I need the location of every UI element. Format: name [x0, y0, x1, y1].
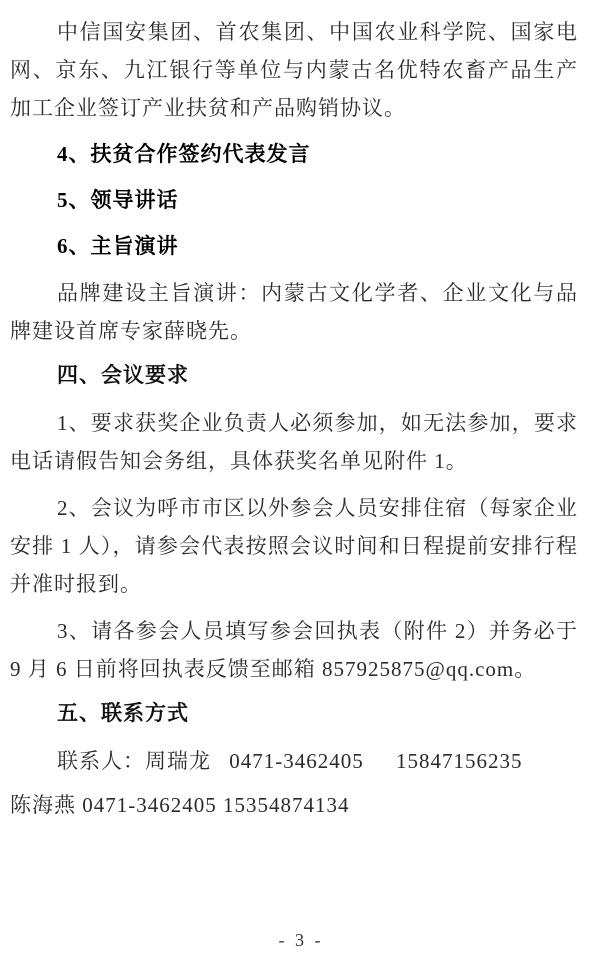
contact-2-name: 陈海燕 [10, 793, 76, 817]
section-heading-meeting-requirements: 四、会议要求 [57, 364, 189, 387]
page-number: - 3 - [278, 930, 324, 950]
paragraph-keynote-speech: 品牌建设主旨演讲：内蒙古文化学者、企业文化与品牌建设首席专家薛晓先。 [10, 281, 578, 343]
requirement-item-2: 2、会议为呼市市区以外参会人员安排住宿（每家企业安排 1 人），请参会代表按照会议时间和日程提前安排行程并准时报到。 [10, 496, 578, 596]
contact-1-mobile: 15847156235 [396, 749, 523, 773]
agenda-item-6-heading: 6、主旨演讲 [57, 234, 179, 258]
contact-row-2 [10, 786, 578, 824]
agenda-item-4-heading: 4、扶贫合作签约代表发言 [57, 142, 311, 166]
requirement-item-3: 3、请各参会人员填写参会回执表（附件 2）并务必于 9 月 6 日前将回执表反馈至邮箱 857925875@qq.com。 [10, 619, 578, 681]
contact-label: 联系人： [57, 749, 145, 773]
agenda-item-5-heading: 5、领导讲话 [57, 188, 179, 212]
section-heading-contact-info: 五、联系方式 [57, 702, 189, 725]
contact-2-mobile: 15354874134 [223, 793, 350, 817]
contact-1-phone: 0471-3462405 [229, 749, 364, 773]
requirement-item-1: 1、要求获奖企业负责人必须参加，如无法参加，要求电话请假告知会务组，具体获奖名单见附件 1。 [10, 411, 578, 473]
contact-row-1 [10, 742, 578, 780]
paragraph-cooperation-agreement: 中信国安集团、首农集团、中国农业科学院、国家电网、京东、九江银行等单位与内蒙古名优特农畜产品生产加工企业签订产业扶贫和产品购销协议。 [10, 20, 578, 120]
contact-1-name: 周瑞龙 [145, 749, 211, 773]
contact-2-phone: 0471-3462405 [82, 793, 217, 817]
